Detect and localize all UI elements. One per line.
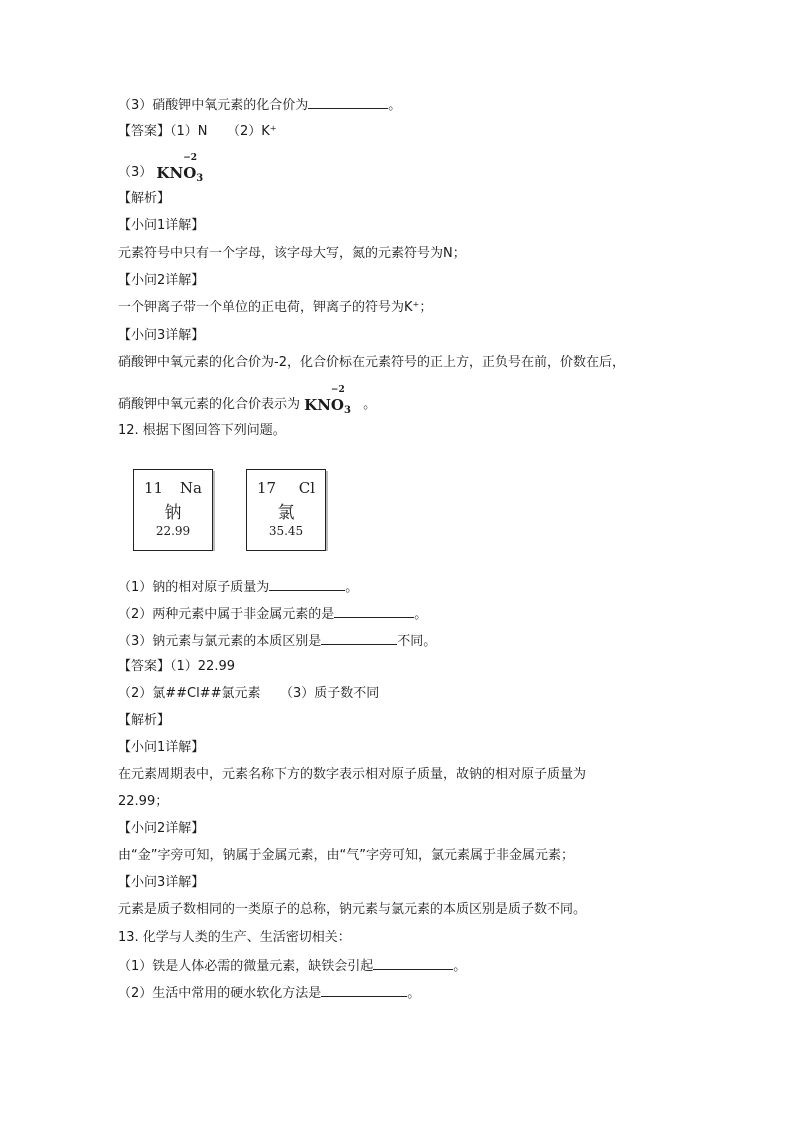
atomic-mass: 35.45 bbox=[268, 524, 304, 538]
line-answer2-b: （2）氯##Cl##氯元素 （3）质子数不同 bbox=[118, 686, 380, 701]
element-name: 氯 bbox=[277, 503, 295, 523]
line-s1-text: 在元素周期表中，元素名称下方的数字表示相对原子质量，故钠的相对原子质量为 bbox=[118, 767, 587, 782]
line-answer2-a: 【答案】（1）22.99 bbox=[118, 659, 235, 674]
line-answer1: 【答案】（1）N （2）K⁺ bbox=[118, 124, 277, 139]
answer-blank bbox=[373, 957, 453, 970]
line-s3-title: 【小问3详解】 bbox=[118, 875, 205, 890]
line-sub1-text: 元素符号中只有一个字母，该字母大写，氮的元素符号为N； bbox=[118, 246, 466, 261]
atomic-number: 11 bbox=[144, 479, 164, 497]
line-q12-2: （2）两种元素中属于非金属元素的是 。 bbox=[118, 607, 428, 622]
line-q3: （3）硝酸钾中氧元素的化合价为 。 bbox=[118, 98, 402, 113]
atomic-mass: 22.99 bbox=[155, 524, 191, 538]
line-q12-1: （1）钠的相对原子质量为 。 bbox=[118, 580, 359, 595]
answer-blank bbox=[269, 578, 345, 591]
answer-blank bbox=[308, 96, 388, 109]
line-answer1-formula: （3） KN −2 $O_3$ bbox=[118, 163, 203, 185]
line-sub2-title: 【小问2详解】 bbox=[118, 273, 205, 288]
line-s1-text2: 22.99； bbox=[118, 794, 169, 809]
line-q12: 12. 根据下图回答下列问题。 bbox=[118, 423, 286, 438]
line-s1-title: 【小问1详解】 bbox=[118, 740, 205, 755]
line-s2-title: 【小问2详解】 bbox=[118, 821, 205, 836]
line-q13: 13. 化学与人类的生产、生活密切相关： bbox=[118, 930, 351, 945]
answer-blank bbox=[321, 984, 407, 997]
line-sub3-text2: 硝酸钾中氧元素的化合价表示为 KN −2 $O_3$ 。 bbox=[118, 395, 376, 417]
element-tile-na bbox=[133, 469, 213, 551]
formula-kno3-2: KN −2 $O_3$ bbox=[304, 385, 351, 416]
answer-blank bbox=[321, 632, 397, 645]
line-s3-text: 元素是质子数相同的一类原子的总称，钠元素与氯元素的本质区别是质子数不同。 bbox=[118, 902, 587, 917]
line-sub2-text: 一个钾离子带一个单位的正电荷，钾离子的符号为K⁺； bbox=[118, 300, 433, 315]
line-analysis1: 【解析】 bbox=[118, 191, 171, 206]
answer-blank bbox=[334, 605, 414, 618]
line-analysis2: 【解析】 bbox=[118, 713, 171, 728]
line-q13-1: （1）铁是人体必需的微量元素，缺铁会引起 。 bbox=[118, 959, 467, 974]
line-sub3-text: 硝酸钾中氧元素的化合价为-2，化合价标在元素符号的正上方，正负号在前，价数在后， bbox=[118, 355, 625, 370]
line-s2-text: 由“金”字旁可知，钠属于金属元素，由“气”字旁可知，氯元素属于非金属元素； bbox=[118, 848, 574, 863]
line-q13-2: （2）生活中常用的硬水软化方法是 。 bbox=[118, 986, 421, 1001]
element-symbol: Cl bbox=[298, 479, 315, 497]
element-name: 钠 bbox=[164, 503, 182, 523]
formula-kno3: KN −2 $O_3$ bbox=[156, 153, 204, 184]
element-tile-cl bbox=[246, 469, 326, 551]
line-sub1-title: 【小问1详解】 bbox=[118, 218, 205, 233]
element-symbol: Na bbox=[179, 479, 202, 497]
line-sub3-title: 【小问3详解】 bbox=[118, 328, 205, 343]
line-q12-3: （3）钠元素与氯元素的本质区别是 不同。 bbox=[118, 634, 437, 649]
atomic-number: 17 bbox=[257, 479, 277, 497]
